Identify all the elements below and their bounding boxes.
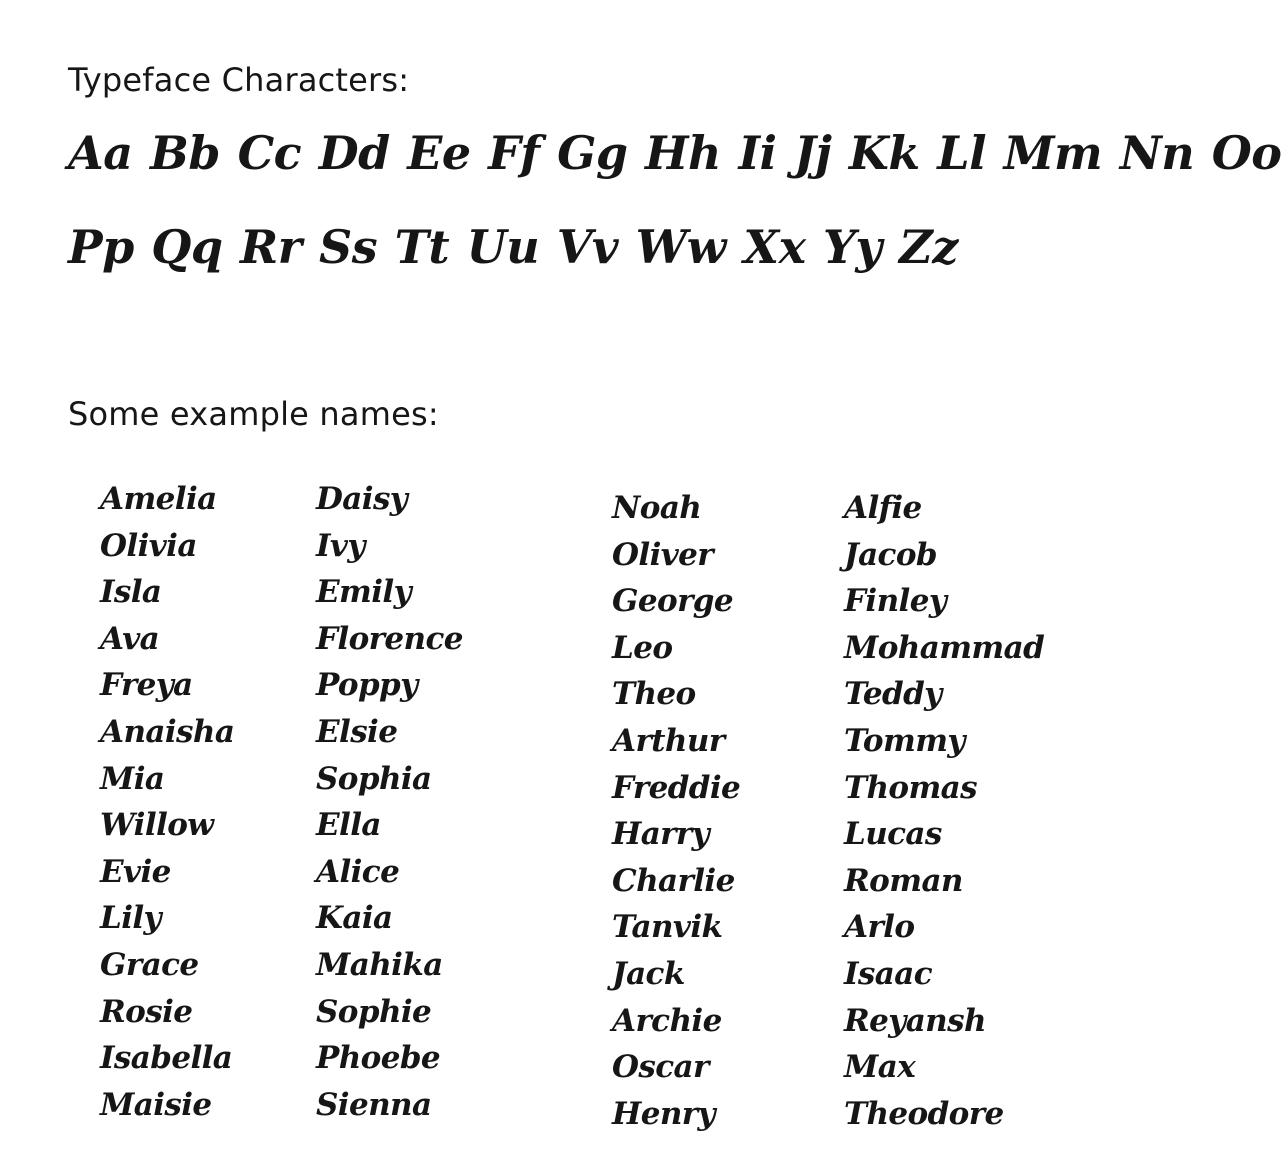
example-name: Teddy — [844, 676, 942, 713]
example-name: Leo — [612, 629, 673, 666]
example-name: Sophia — [316, 760, 432, 797]
example-name: Florence — [316, 620, 463, 657]
example-name: Lily — [100, 900, 161, 937]
example-name: Mia — [100, 760, 165, 797]
alphabet-row-p-to-z: Pp Qq Rr Ss Tt Uu Vv Ww Xx Yy Zz — [68, 220, 958, 274]
example-name: Noah — [612, 490, 702, 526]
example-name: Ava — [100, 620, 160, 657]
example-name: Thomas — [844, 769, 978, 806]
example-name: Tanvik — [612, 909, 723, 946]
example-name: Charlie — [612, 862, 735, 899]
example-name: Willow — [100, 807, 214, 844]
example-name: Isla — [100, 574, 162, 611]
example-name: Arthur — [612, 722, 725, 759]
example-name: Arlo — [844, 909, 915, 946]
example-names-heading: Some example names: — [68, 395, 439, 433]
example-name: Roman — [844, 862, 963, 899]
example-name: Tommy — [844, 722, 965, 759]
example-name: Phoebe — [316, 1040, 441, 1077]
example-name: George — [612, 583, 734, 620]
example-name: Emily — [316, 574, 411, 611]
example-name: Daisy — [316, 481, 408, 517]
example-name: Alfie — [844, 490, 922, 526]
example-name: Alice — [316, 853, 400, 890]
example-name: Finley — [844, 583, 947, 620]
names-column-2 — [316, 476, 463, 1128]
example-name: Sophie — [316, 993, 432, 1030]
names-column-3 — [612, 485, 740, 1137]
alphabet-row-a-to-o: Aa Bb Cc Dd Ee Ff Gg Hh Ii Jj Kk Ll Mm Nn Oo — [68, 126, 1281, 180]
example-name: Amelia — [100, 481, 217, 517]
example-name: Kaia — [316, 900, 393, 937]
example-name: Archie — [612, 1002, 722, 1039]
example-name: Theo — [612, 676, 696, 713]
example-name: Jacob — [844, 536, 937, 573]
example-name: Oscar — [612, 1049, 709, 1086]
example-name: Sienna — [316, 1086, 432, 1123]
typeface-characters-heading: Typeface Characters: — [68, 61, 410, 99]
example-name: Theodore — [844, 1095, 1004, 1132]
example-name: Elsie — [316, 713, 398, 750]
example-name: Jack — [612, 955, 685, 992]
example-name: Poppy — [316, 667, 418, 704]
example-name: Lucas — [844, 816, 942, 853]
example-name: Oliver — [612, 536, 714, 573]
example-name: Isaac — [844, 955, 933, 992]
example-name: Anaisha — [100, 713, 235, 750]
example-name: Harry — [612, 816, 710, 853]
example-name: Mahika — [316, 946, 443, 983]
example-name: Mohammad — [844, 629, 1045, 666]
example-name: Evie — [100, 853, 171, 890]
example-name: Freya — [100, 667, 193, 704]
example-name: Ella — [316, 807, 381, 844]
example-name: Freddie — [612, 769, 741, 806]
names-column-4 — [844, 485, 1044, 1137]
example-name: Max — [844, 1049, 916, 1086]
example-name: Ivy — [316, 527, 365, 564]
example-name: Olivia — [100, 527, 197, 564]
example-name: Reyansh — [844, 1002, 986, 1039]
example-name: Rosie — [100, 993, 193, 1030]
names-column-1 — [100, 476, 234, 1128]
example-name: Isabella — [100, 1040, 233, 1077]
example-name: Maisie — [100, 1086, 212, 1123]
example-name: Henry — [612, 1095, 715, 1132]
example-name: Grace — [100, 946, 199, 983]
